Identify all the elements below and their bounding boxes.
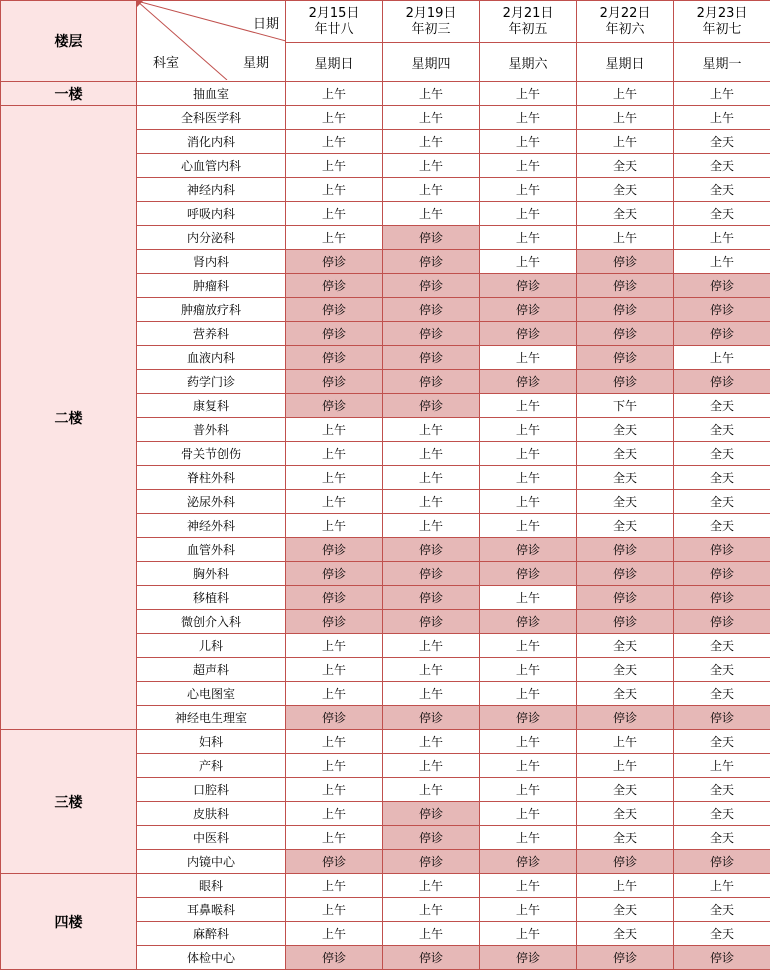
schedule-cell: 停诊	[674, 538, 770, 562]
schedule-cell: 上午	[383, 106, 480, 130]
schedule-cell: 停诊	[577, 610, 674, 634]
dept-cell: 儿科	[137, 634, 286, 658]
table-row	[1, 82, 770, 106]
schedule-cell: 上午	[383, 682, 480, 706]
schedule-cell: 上午	[383, 466, 480, 490]
schedule-cell: 上午	[480, 634, 577, 658]
dept-cell: 超声科	[137, 658, 286, 682]
schedule-cell: 上午	[480, 130, 577, 154]
schedule-cell: 全天	[577, 202, 674, 226]
schedule-cell: 上午	[383, 874, 480, 898]
schedule-cell: 全天	[674, 202, 770, 226]
schedule-cell: 上午	[383, 754, 480, 778]
dept-cell: 全科医学科	[137, 106, 286, 130]
diag-dept-label: 科室	[153, 52, 179, 71]
schedule-cell: 停诊	[383, 298, 480, 322]
dept-cell: 药学门诊	[137, 370, 286, 394]
dept-cell: 抽血室	[137, 82, 286, 106]
schedule-cell: 上午	[480, 418, 577, 442]
dept-cell: 移植科	[137, 586, 286, 610]
schedule-cell: 上午	[286, 514, 383, 538]
schedule-cell: 停诊	[286, 610, 383, 634]
dept-cell: 皮肤科	[137, 802, 286, 826]
schedule-cell: 全天	[674, 154, 770, 178]
schedule-cell: 上午	[286, 82, 383, 106]
floor-cell: 四楼	[1, 874, 137, 970]
schedule-cell: 上午	[480, 874, 577, 898]
schedule-cell: 上午	[577, 226, 674, 250]
schedule-cell: 停诊	[480, 370, 577, 394]
dept-cell: 耳鼻喉科	[137, 898, 286, 922]
schedule-cell: 上午	[286, 130, 383, 154]
dept-cell: 血管外科	[137, 538, 286, 562]
schedule-cell: 上午	[674, 346, 770, 370]
schedule-cell: 停诊	[286, 538, 383, 562]
schedule-cell: 上午	[383, 514, 480, 538]
schedule-cell: 上午	[480, 154, 577, 178]
schedule-cell: 上午	[286, 178, 383, 202]
schedule-cell: 全天	[577, 466, 674, 490]
schedule-cell: 停诊	[674, 562, 770, 586]
schedule-cell: 上午	[480, 346, 577, 370]
dept-cell: 内分泌科	[137, 226, 286, 250]
schedule-cell: 停诊	[480, 610, 577, 634]
schedule-cell: 停诊	[383, 250, 480, 274]
dept-cell: 脊柱外科	[137, 466, 286, 490]
schedule-cell: 上午	[480, 226, 577, 250]
schedule-cell: 停诊	[383, 274, 480, 298]
floor-cell: 二楼	[1, 106, 137, 730]
schedule-cell: 上午	[286, 754, 383, 778]
schedule-cell: 上午	[286, 202, 383, 226]
schedule-cell: 停诊	[577, 538, 674, 562]
diagonal-header-cell	[137, 1, 286, 82]
schedule-cell: 上午	[286, 802, 383, 826]
schedule-cell: 上午	[383, 634, 480, 658]
schedule-cell: 停诊	[286, 850, 383, 874]
schedule-cell: 全天	[674, 130, 770, 154]
schedule-cell: 停诊	[480, 274, 577, 298]
schedule-cell: 停诊	[577, 322, 674, 346]
schedule-cell: 上午	[383, 922, 480, 946]
dept-cell: 营养科	[137, 322, 286, 346]
dept-cell: 内镜中心	[137, 850, 286, 874]
schedule-cell: 上午	[480, 682, 577, 706]
schedule-cell: 停诊	[674, 946, 770, 970]
schedule-cell: 停诊	[577, 346, 674, 370]
dept-cell: 口腔科	[137, 778, 286, 802]
dept-cell: 康复科	[137, 394, 286, 418]
schedule-cell: 全天	[577, 682, 674, 706]
schedule-cell: 上午	[480, 658, 577, 682]
table-row	[1, 730, 770, 754]
schedule-cell: 全天	[674, 418, 770, 442]
dept-cell: 神经电生理室	[137, 706, 286, 730]
date-header-3: 2月21日 年初五	[480, 1, 577, 43]
schedule-cell: 上午	[286, 658, 383, 682]
schedule-cell: 上午	[286, 922, 383, 946]
dept-cell: 麻醉科	[137, 922, 286, 946]
schedule-cell: 上午	[383, 418, 480, 442]
dept-cell: 神经外科	[137, 514, 286, 538]
schedule-cell: 停诊	[286, 586, 383, 610]
schedule-cell: 全天	[674, 826, 770, 850]
schedule-cell: 上午	[286, 778, 383, 802]
schedule-cell: 停诊	[577, 946, 674, 970]
schedule-cell: 上午	[480, 730, 577, 754]
dept-cell: 眼科	[137, 874, 286, 898]
schedule-cell: 上午	[286, 490, 383, 514]
schedule-cell: 停诊	[383, 226, 480, 250]
schedule-cell: 停诊	[674, 370, 770, 394]
schedule-cell: 上午	[577, 82, 674, 106]
schedule-cell: 停诊	[383, 394, 480, 418]
schedule-cell: 上午	[480, 802, 577, 826]
dept-cell: 胸外科	[137, 562, 286, 586]
schedule-cell: 上午	[286, 466, 383, 490]
week-header-2: 星期四	[383, 43, 480, 82]
schedule-cell: 全天	[674, 778, 770, 802]
date-header-4: 2月22日 年初六	[577, 1, 674, 43]
schedule-cell: 全天	[577, 178, 674, 202]
schedule-cell: 停诊	[674, 322, 770, 346]
schedule-cell: 停诊	[383, 850, 480, 874]
schedule-cell: 停诊	[383, 346, 480, 370]
table-row	[1, 874, 770, 898]
schedule-cell: 上午	[577, 130, 674, 154]
schedule-cell: 停诊	[674, 706, 770, 730]
schedule-cell: 上午	[383, 442, 480, 466]
schedule-cell: 上午	[383, 178, 480, 202]
schedule-cell: 停诊	[577, 370, 674, 394]
schedule-cell: 上午	[286, 898, 383, 922]
schedule-cell: 停诊	[674, 850, 770, 874]
dept-cell: 肿瘤科	[137, 274, 286, 298]
date-header-5: 2月23日 年初七	[674, 1, 770, 43]
schedule-cell: 全天	[674, 898, 770, 922]
schedule-cell: 全天	[577, 634, 674, 658]
schedule-cell: 上午	[286, 442, 383, 466]
schedule-cell: 上午	[286, 874, 383, 898]
schedule-cell: 停诊	[577, 274, 674, 298]
schedule-cell: 上午	[480, 514, 577, 538]
schedule-cell: 全天	[674, 634, 770, 658]
schedule-cell: 上午	[383, 130, 480, 154]
schedule-cell: 停诊	[674, 274, 770, 298]
schedule-cell: 停诊	[286, 706, 383, 730]
dept-cell: 消化内科	[137, 130, 286, 154]
week-header-4: 星期日	[577, 43, 674, 82]
schedule-cell: 上午	[383, 154, 480, 178]
schedule-cell: 停诊	[286, 250, 383, 274]
schedule-cell: 停诊	[383, 370, 480, 394]
schedule-cell: 全天	[577, 898, 674, 922]
dept-cell: 呼吸内科	[137, 202, 286, 226]
schedule-cell: 全天	[577, 778, 674, 802]
schedule-cell: 上午	[480, 778, 577, 802]
date-header-1: 2月15日 年廿八	[286, 1, 383, 43]
schedule-cell: 停诊	[286, 394, 383, 418]
dept-cell: 普外科	[137, 418, 286, 442]
schedule-cell: 上午	[480, 922, 577, 946]
schedule-cell: 上午	[286, 826, 383, 850]
schedule-cell: 上午	[480, 178, 577, 202]
dept-cell: 肿瘤放疗科	[137, 298, 286, 322]
schedule-cell: 上午	[286, 418, 383, 442]
dept-cell: 泌尿外科	[137, 490, 286, 514]
schedule-cell: 全天	[577, 514, 674, 538]
schedule-cell: 停诊	[383, 946, 480, 970]
schedule-cell: 停诊	[480, 322, 577, 346]
schedule-cell: 上午	[383, 490, 480, 514]
schedule-cell: 全天	[674, 922, 770, 946]
schedule-cell: 上午	[286, 226, 383, 250]
schedule-cell: 停诊	[577, 850, 674, 874]
schedule-cell: 上午	[674, 874, 770, 898]
schedule-cell: 下午	[577, 394, 674, 418]
schedule-cell: 上午	[674, 106, 770, 130]
schedule-cell: 上午	[383, 730, 480, 754]
diag-date-label: 日期	[253, 13, 279, 32]
schedule-cell: 停诊	[383, 802, 480, 826]
schedule-cell: 停诊	[480, 850, 577, 874]
dept-cell: 妇科	[137, 730, 286, 754]
schedule-cell: 上午	[577, 106, 674, 130]
dept-cell: 微创介入科	[137, 610, 286, 634]
schedule-cell: 上午	[674, 226, 770, 250]
schedule-cell: 停诊	[286, 298, 383, 322]
schedule-cell: 上午	[286, 154, 383, 178]
dept-cell: 心血管内科	[137, 154, 286, 178]
schedule-cell: 上午	[383, 898, 480, 922]
dept-cell: 神经内科	[137, 178, 286, 202]
schedule-cell: 全天	[674, 682, 770, 706]
schedule-cell: 停诊	[286, 562, 383, 586]
schedule-cell: 停诊	[480, 538, 577, 562]
diag-week-label: 星期	[243, 52, 269, 71]
schedule-cell: 上午	[674, 250, 770, 274]
schedule-cell: 上午	[480, 394, 577, 418]
schedule-cell: 上午	[480, 82, 577, 106]
schedule-cell: 上午	[286, 634, 383, 658]
floor-cell: 一楼	[1, 82, 137, 106]
schedule-cell: 上午	[480, 202, 577, 226]
schedule-cell: 上午	[480, 898, 577, 922]
schedule-cell: 停诊	[383, 610, 480, 634]
schedule-cell: 停诊	[480, 706, 577, 730]
schedule-cell: 全天	[674, 466, 770, 490]
schedule-cell: 停诊	[577, 586, 674, 610]
schedule-cell: 上午	[383, 658, 480, 682]
schedule-cell: 上午	[480, 466, 577, 490]
schedule-cell: 上午	[480, 826, 577, 850]
schedule-cell: 停诊	[674, 610, 770, 634]
table-row	[1, 106, 770, 130]
schedule-cell: 上午	[383, 202, 480, 226]
schedule-cell: 停诊	[286, 322, 383, 346]
week-header-3: 星期六	[480, 43, 577, 82]
schedule-cell: 停诊	[674, 298, 770, 322]
schedule-cell: 全天	[674, 394, 770, 418]
dept-cell: 体检中心	[137, 946, 286, 970]
schedule-cell: 全天	[577, 154, 674, 178]
dept-cell: 肾内科	[137, 250, 286, 274]
schedule-cell: 全天	[674, 730, 770, 754]
schedule-cell: 全天	[577, 658, 674, 682]
schedule-cell: 停诊	[383, 562, 480, 586]
schedule-cell: 停诊	[286, 274, 383, 298]
dept-cell: 骨关节创伤	[137, 442, 286, 466]
schedule-cell: 停诊	[674, 586, 770, 610]
schedule-cell: 停诊	[577, 706, 674, 730]
floor-cell: 三楼	[1, 730, 137, 874]
schedule-cell: 上午	[383, 82, 480, 106]
schedule-cell: 停诊	[383, 826, 480, 850]
schedule-cell: 全天	[674, 802, 770, 826]
week-header-5: 星期一	[674, 43, 770, 82]
schedule-cell: 停诊	[480, 562, 577, 586]
dept-cell: 中医科	[137, 826, 286, 850]
schedule-cell: 停诊	[480, 946, 577, 970]
schedule-cell: 全天	[577, 442, 674, 466]
schedule-cell: 上午	[286, 682, 383, 706]
schedule-cell: 停诊	[577, 250, 674, 274]
schedule-cell: 全天	[577, 418, 674, 442]
dept-cell: 产科	[137, 754, 286, 778]
date-header-2: 2月19日 年初三	[383, 1, 480, 43]
schedule-cell: 上午	[286, 730, 383, 754]
week-header-1: 星期日	[286, 43, 383, 82]
schedule-cell: 停诊	[577, 298, 674, 322]
schedule-cell: 停诊	[286, 346, 383, 370]
schedule-cell: 全天	[674, 514, 770, 538]
schedule-cell: 全天	[577, 802, 674, 826]
schedule-cell: 全天	[674, 658, 770, 682]
schedule-cell: 停诊	[286, 946, 383, 970]
schedule-cell: 停诊	[286, 370, 383, 394]
schedule-cell: 上午	[480, 442, 577, 466]
schedule-cell: 上午	[480, 106, 577, 130]
schedule-cell: 停诊	[383, 538, 480, 562]
schedule-cell: 上午	[577, 874, 674, 898]
schedule-cell: 全天	[577, 826, 674, 850]
schedule-cell: 停诊	[383, 586, 480, 610]
schedule-cell: 停诊	[480, 298, 577, 322]
schedule-cell: 上午	[480, 586, 577, 610]
schedule-cell: 上午	[480, 250, 577, 274]
schedule-cell: 上午	[480, 490, 577, 514]
schedule-cell: 上午	[383, 778, 480, 802]
dept-cell: 心电图室	[137, 682, 286, 706]
schedule-cell: 全天	[577, 490, 674, 514]
schedule-cell: 停诊	[383, 706, 480, 730]
floor-header: 楼层	[1, 1, 137, 82]
schedule-cell: 上午	[577, 754, 674, 778]
schedule-cell: 停诊	[383, 322, 480, 346]
schedule-cell: 上午	[480, 754, 577, 778]
dept-cell: 血液内科	[137, 346, 286, 370]
schedule-cell: 全天	[674, 490, 770, 514]
schedule-cell: 全天	[674, 178, 770, 202]
schedule-cell: 停诊	[577, 562, 674, 586]
schedule-cell: 上午	[674, 82, 770, 106]
schedule-cell: 全天	[674, 442, 770, 466]
schedule-cell: 上午	[577, 730, 674, 754]
schedule-cell: 上午	[674, 754, 770, 778]
schedule-cell: 上午	[286, 106, 383, 130]
schedule-cell: 全天	[577, 922, 674, 946]
